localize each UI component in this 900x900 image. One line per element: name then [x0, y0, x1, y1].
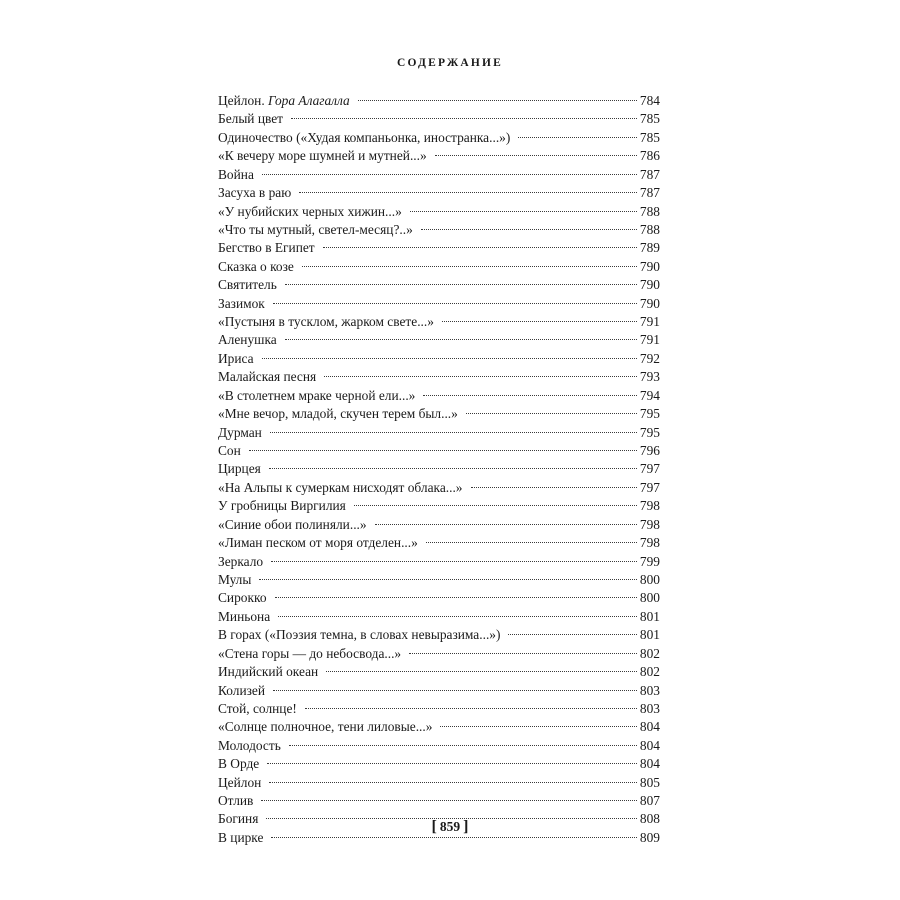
dot-leader — [285, 339, 637, 340]
toc-entry-title-text: Колизей — [218, 682, 266, 698]
toc-entry — [218, 203, 660, 221]
toc-entry-page: 802 — [639, 664, 660, 680]
dot-leader — [409, 653, 637, 654]
toc-entry-title-text: Мулы — [218, 571, 252, 587]
toc-entry-page: 804 — [639, 719, 660, 735]
toc-entry-page: 785 — [639, 111, 660, 127]
toc-entry — [218, 387, 660, 405]
dot-leader — [278, 616, 637, 617]
toc-entry — [218, 571, 660, 589]
toc-entry-title — [218, 516, 367, 534]
toc-entry-title — [218, 166, 254, 184]
toc-entry-title — [218, 184, 291, 202]
toc-entry-page: 797 — [639, 461, 660, 477]
toc-entry-page: 787 — [639, 166, 660, 182]
toc-entry — [218, 350, 660, 368]
dot-leader — [471, 487, 637, 488]
toc-entry-title — [218, 295, 265, 313]
dot-leader — [262, 174, 637, 175]
toc-entry — [218, 534, 660, 552]
toc-entry-title — [218, 424, 262, 442]
toc-entry-title-text: У гробницы Виргилия — [218, 498, 346, 514]
toc-entry-page: 795 — [639, 406, 660, 422]
toc-entry-page: 797 — [639, 479, 660, 495]
toc-entry-title — [218, 276, 277, 294]
dot-leader — [435, 155, 637, 156]
toc-entry-title — [218, 203, 402, 221]
toc-entry-title — [218, 700, 297, 718]
toc-entry — [218, 295, 660, 313]
toc-entry-page: 804 — [639, 737, 660, 753]
toc-entry-title-text: Сирокко — [218, 590, 267, 606]
toc-entry — [218, 718, 660, 736]
toc-entry-title-text: «В столетнем мраке черной ели...» — [218, 387, 416, 403]
toc-entry-title — [218, 626, 500, 644]
toc-entry-title-text: Одиночество («Худая компаньонка, иностранка...») — [218, 129, 511, 145]
toc-entry — [218, 755, 660, 773]
toc-entry-title-text: «Солнце полночное, тени лиловые...» — [218, 719, 433, 735]
toc-entry-title — [218, 442, 241, 460]
toc-entry-page: 801 — [639, 627, 660, 643]
toc-entry-page: 796 — [639, 443, 660, 459]
dot-leader — [273, 303, 637, 304]
toc-entry-title-text: Сказка о козе — [218, 258, 294, 274]
toc-entry-title — [218, 608, 270, 626]
toc-entry-page: 793 — [639, 369, 660, 385]
dot-leader — [289, 745, 637, 746]
toc-entry-title — [218, 460, 261, 478]
toc-entry — [218, 221, 660, 239]
dot-leader — [262, 358, 637, 359]
toc-entry — [218, 442, 660, 460]
toc-entry — [218, 497, 660, 515]
toc-entry-page: 794 — [639, 387, 660, 403]
toc-entry-page: 805 — [639, 774, 660, 790]
toc-entry-title-text: Индийский океан — [218, 664, 319, 680]
toc-entry-title-text: Засуха в раю — [218, 185, 292, 201]
toc-entry-title-text: Цирцея — [218, 461, 261, 477]
toc-entry-title — [218, 589, 267, 607]
toc-entry-title — [218, 682, 265, 700]
table-of-contents — [218, 92, 660, 847]
dot-leader — [291, 118, 637, 119]
toc-entry-page: 800 — [639, 590, 660, 606]
toc-entry-title — [218, 553, 263, 571]
dot-leader — [299, 192, 637, 193]
toc-entry-page: 790 — [639, 295, 660, 311]
dot-leader — [421, 229, 637, 230]
toc-entry-page: 798 — [639, 498, 660, 514]
toc-entry-title-text: Святитель — [218, 277, 277, 293]
toc-entry-title-text: Миньона — [218, 608, 271, 624]
toc-entry-title — [218, 239, 315, 257]
toc-entry — [218, 737, 660, 755]
folio-bracket-right: ] — [463, 818, 469, 835]
toc-entry-page: 808 — [639, 811, 660, 827]
dot-leader — [261, 800, 637, 801]
toc-entry — [218, 589, 660, 607]
toc-entry-page: 802 — [639, 645, 660, 661]
toc-entry-title-text: Сон — [218, 443, 241, 459]
toc-entry-title-text: Война — [218, 166, 254, 182]
toc-entry-page: 788 — [639, 221, 660, 237]
dot-leader — [326, 671, 637, 672]
toc-entry-page: 799 — [639, 553, 660, 569]
dot-leader — [249, 450, 637, 451]
toc-entry-title-text: «На Альпы к сумеркам нисходят облака...» — [218, 479, 463, 495]
toc-entry-title — [218, 331, 277, 349]
toc-entry-title — [218, 737, 281, 755]
toc-entry-page: 790 — [639, 277, 660, 293]
toc-entry — [218, 682, 660, 700]
toc-entry — [218, 700, 660, 718]
toc-entry-title-text: Белый цвет — [218, 111, 284, 127]
dot-leader — [302, 266, 637, 267]
toc-entry-page: 791 — [639, 332, 660, 348]
toc-entry-page: 798 — [639, 535, 660, 551]
dot-leader — [423, 395, 637, 396]
toc-entry-title-text: Стой, солнце! — [218, 700, 297, 716]
dot-leader — [275, 597, 637, 598]
toc-entry-title — [218, 350, 254, 368]
toc-entry-title-text: Отлив — [218, 793, 254, 809]
toc-entry-title-text: В Орде — [218, 756, 260, 772]
dot-leader — [324, 376, 637, 377]
toc-entry-title — [218, 258, 294, 276]
dot-leader — [442, 321, 637, 322]
toc-entry — [218, 479, 660, 497]
dot-leader — [273, 690, 637, 691]
toc-entry-page: 795 — [639, 424, 660, 440]
toc-entry — [218, 553, 660, 571]
toc-entry-title-text: Богиня — [218, 811, 259, 827]
toc-entry — [218, 663, 660, 681]
toc-entry — [218, 313, 660, 331]
toc-entry-title-text: Аленушка — [218, 332, 277, 348]
toc-entry-title — [218, 313, 434, 331]
toc-entry-page: 790 — [639, 258, 660, 274]
toc-entry — [218, 774, 660, 792]
dot-leader — [269, 782, 637, 783]
dot-leader — [271, 837, 636, 838]
toc-entry-title — [218, 221, 413, 239]
dot-leader — [271, 561, 637, 562]
toc-entry-title-text: Молодость — [218, 737, 281, 753]
running-header: СОДЕРЖАНИЕ — [396, 57, 504, 69]
dot-leader — [259, 579, 637, 580]
toc-entry-title-text: В горах («Поэзия темна, в словах невыразима...») — [218, 627, 501, 643]
toc-entry-page: 787 — [639, 185, 660, 201]
dot-leader — [285, 284, 637, 285]
dot-leader — [508, 634, 636, 635]
toc-entry-title-text: Цейлон — [218, 774, 262, 790]
toc-entry-title — [218, 497, 346, 515]
toc-entry-title-text: Цейлон. — [218, 93, 269, 108]
toc-entry-page: 784 — [639, 93, 660, 108]
toc-entry-title-text: «Стена горы — до небосвода...» — [218, 645, 402, 661]
toc-entry-title — [218, 534, 418, 552]
toc-entry-title-text: «К вечеру море шумней и мутней...» — [218, 148, 427, 164]
toc-entry-page: 800 — [639, 571, 660, 587]
toc-entry-title-text: «Пустыня в тусклом, жарком свете...» — [218, 314, 434, 330]
toc-entry-title — [218, 147, 427, 165]
toc-entry-title — [218, 663, 318, 681]
page-number — [0, 818, 900, 836]
toc-entry-title — [218, 718, 432, 736]
dot-leader — [267, 763, 637, 764]
toc-entry-title — [218, 368, 316, 386]
toc-entry-title-text: «Мне вечор, младой, скучен терем был...» — [218, 406, 458, 422]
toc-entry — [218, 258, 660, 276]
toc-entry — [218, 645, 660, 663]
toc-entry-title — [218, 129, 510, 147]
toc-entry-title-text: «Что ты мутный, светел-месяц?..» — [218, 221, 413, 237]
toc-entry-title-text: Малайская песня — [218, 369, 317, 385]
toc-entry-page: 789 — [639, 240, 660, 256]
toc-entry-title — [218, 792, 253, 810]
toc-entry — [218, 129, 660, 147]
toc-entry-title-text: Ириса — [218, 350, 254, 366]
toc-entry — [218, 239, 660, 257]
toc-entry-title-text: «У нубийских черных хижин...» — [218, 203, 402, 219]
toc-entry-title — [218, 571, 251, 589]
toc-entry-page: 791 — [639, 314, 660, 330]
dot-leader — [466, 413, 637, 414]
toc-entry-title-text: Дурман — [218, 424, 262, 440]
toc-entry — [218, 405, 660, 423]
toc-entry — [218, 276, 660, 294]
toc-entry — [218, 792, 660, 810]
dot-leader — [518, 137, 637, 138]
toc-entry-title — [218, 110, 283, 128]
toc-entry — [218, 516, 660, 534]
toc-entry-title — [218, 405, 458, 423]
dot-leader — [269, 468, 637, 469]
toc-entry-page: 807 — [639, 793, 660, 809]
dot-leader — [410, 211, 637, 212]
folio-number: 859 — [439, 819, 461, 834]
dot-leader — [305, 708, 637, 709]
toc-entry — [218, 166, 660, 184]
toc-entry-title-text: «Лиман песком от моря отделен...» — [218, 535, 418, 551]
folio-bracket-left: [ — [431, 818, 437, 835]
toc-entry — [218, 460, 660, 478]
toc-entry — [218, 147, 660, 165]
toc-entry-title — [218, 645, 401, 663]
toc-entry — [218, 331, 660, 349]
toc-entry-page: 798 — [639, 516, 660, 532]
toc-entry-page: 803 — [639, 682, 660, 698]
toc-entry-title — [218, 479, 463, 497]
toc-entry-page: 803 — [639, 700, 660, 716]
toc-entry-page: 801 — [639, 608, 660, 624]
dot-leader — [375, 524, 637, 525]
toc-entry-title-text: Зеркало — [218, 553, 264, 569]
toc-entry — [218, 626, 660, 644]
toc-entry-page: 786 — [639, 148, 660, 164]
toc-entry — [218, 424, 660, 442]
toc-entry-title — [218, 755, 259, 773]
toc-entry-title-text: «Синие обои полиняли...» — [218, 516, 367, 532]
toc-entry-title — [218, 387, 415, 405]
toc-entry-title — [218, 92, 350, 110]
dot-leader — [323, 247, 637, 248]
dot-leader — [354, 505, 637, 506]
dot-leader — [440, 726, 636, 727]
toc-entry — [218, 608, 660, 626]
toc-entry-page: 792 — [639, 350, 660, 366]
toc-entry-title-text: В цирке — [218, 829, 264, 845]
toc-entry-page: 785 — [639, 129, 660, 145]
toc-entry-title-italic: Гора Алагалла — [268, 93, 350, 108]
toc-entry-page: 804 — [639, 756, 660, 772]
toc-entry-page: 788 — [639, 203, 660, 219]
dot-leader — [426, 542, 637, 543]
toc-entry-title — [218, 774, 261, 792]
toc-entry — [218, 92, 660, 110]
toc-entry — [218, 184, 660, 202]
toc-entry-title-text: Зазимок — [218, 295, 265, 311]
dot-leader — [270, 432, 637, 433]
toc-entry — [218, 110, 660, 128]
toc-entry — [218, 368, 660, 386]
toc-entry-page: 809 — [639, 829, 660, 845]
toc-entry-title-text: Бегство в Египет — [218, 240, 315, 256]
dot-leader — [358, 100, 637, 101]
